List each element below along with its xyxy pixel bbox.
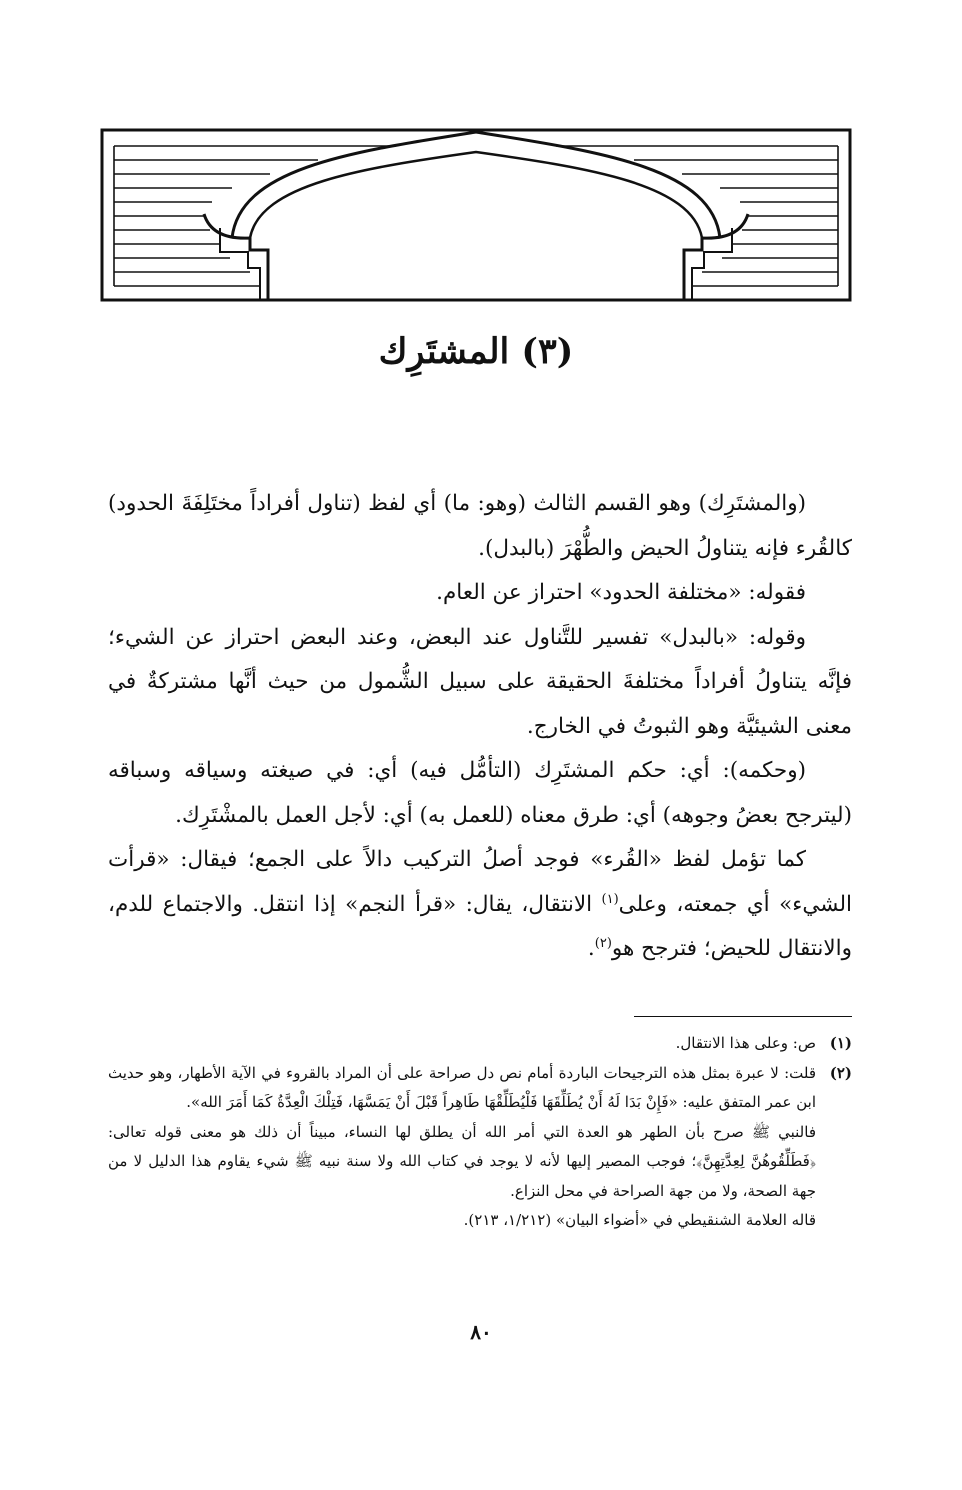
paragraph-definition: (والمشتَرِك) وهو القسم الثالث (وهو: ما) أي لفظ (تناول أفراداً مختَلِفَةَ الحدود) كالقُرء فإنه يتناولُ الحيض والطُّهْرَ (بالبدل). [108, 491, 852, 561]
paragraph-text: كما تؤمل لفظ «القُرء» فوجد أصلُ التركيب دالاً على الجمع؛ فيقال: «قرأت الشيء» أي جمعته، وعلى [108, 847, 852, 917]
chapter-title: (٣) المشتَرِك [378, 331, 574, 372]
paragraph-qur-example [108, 838, 852, 972]
paragraph-text: . [587, 936, 595, 961]
footnote-line: ص: وعلى هذا الانتقال. [675, 1034, 816, 1052]
paragraph-ruling: (وحكمه): أي: حكم المشتَرِك (التأمُّل فيه) أي: في صيغته وسياقه وسباقه (ليترجح بعضُ وجوهه) أي: طرق معناه (للعمل به) أي: لأجل العمل بالمشْتَرِك. [108, 758, 852, 828]
footnote-1 [108, 1029, 852, 1059]
footnote-body [108, 1029, 816, 1059]
footnote-body [108, 1059, 816, 1236]
main-text [108, 482, 852, 972]
paragraph-different-limits: فقوله: «مختلفة الحدود» احتراز عن العام. [436, 580, 806, 605]
footnote-line: قلت: لا عبرة بمثل هذه الترجيحات الباردة أمام نص دل صراحة على أن المراد بالقروء في الآية الأطهار، وهو حديث ابن عمر المتفق عليه: «فَإِنْ بَدَا لَهُ أَنْ يُطَلِّقَهَا فَلْيُطَلِّقْهَا طَاهِراً قَبْلَ أَنْ يَمَسَّهَا، فَتِلْكَ الْعِدَّةُ كَمَا أَمَرَ الله». [108, 1063, 816, 1111]
footnote-line: فالنبي ﷺ صرح بأن الطهر هو العدة التي أمر الله أن يطلق لها النساء، مبيناً أن ذلك هو معنى قوله تعالى: ﴿فَطَلِّقُوهُنَّ لِعِدَّتِهِنَّ﴾؛ فوجب المصير إليها لأنه لا يوجد في كتاب الله ولا سنة نبيه ﷺ شيء يقاوم هذا الدليل لا من جهة الصحة، ولا من جهة الصراحة في محل النزاع. [108, 1122, 816, 1200]
footnotes [108, 1029, 852, 1236]
arch-ornament-icon [100, 128, 852, 303]
footnote-separator [634, 1016, 852, 1017]
footnote-marker: (٢) [829, 1063, 852, 1082]
footnote-ref-2[interactable]: (٢) [594, 935, 612, 951]
footnote-2 [108, 1059, 852, 1236]
page-number: ٨٠ [470, 1320, 492, 1344]
paragraph-text: الانتقال، يقال: «قرأ النجم» إذا انتقل. والاجتماع للدم، والانتقال للحيض؛ فترجح هو [108, 891, 852, 961]
footnote-marker: (١) [829, 1034, 852, 1052]
chapter-header-ornament [100, 128, 852, 303]
paragraph-interchange: وقوله: «بالبدل» تفسير للتَّناول عند البعض، وعند البعض احتراز عن الشيء؛ فإنَّه يتناولُ أفراداً مختلفةَ الحقيقة على سبيل الشُّمول من حيث أنَّها مشتركةٌ في معنى الشيئيَّة وهو الثبوتُ في الخارج. [108, 624, 852, 739]
footnote-line: قاله العلامة الشنقيطي في «أضواء البيان» (١/٢١٢، ٢١٣). [463, 1211, 816, 1229]
footnote-ref-1[interactable]: (١) [601, 891, 619, 907]
